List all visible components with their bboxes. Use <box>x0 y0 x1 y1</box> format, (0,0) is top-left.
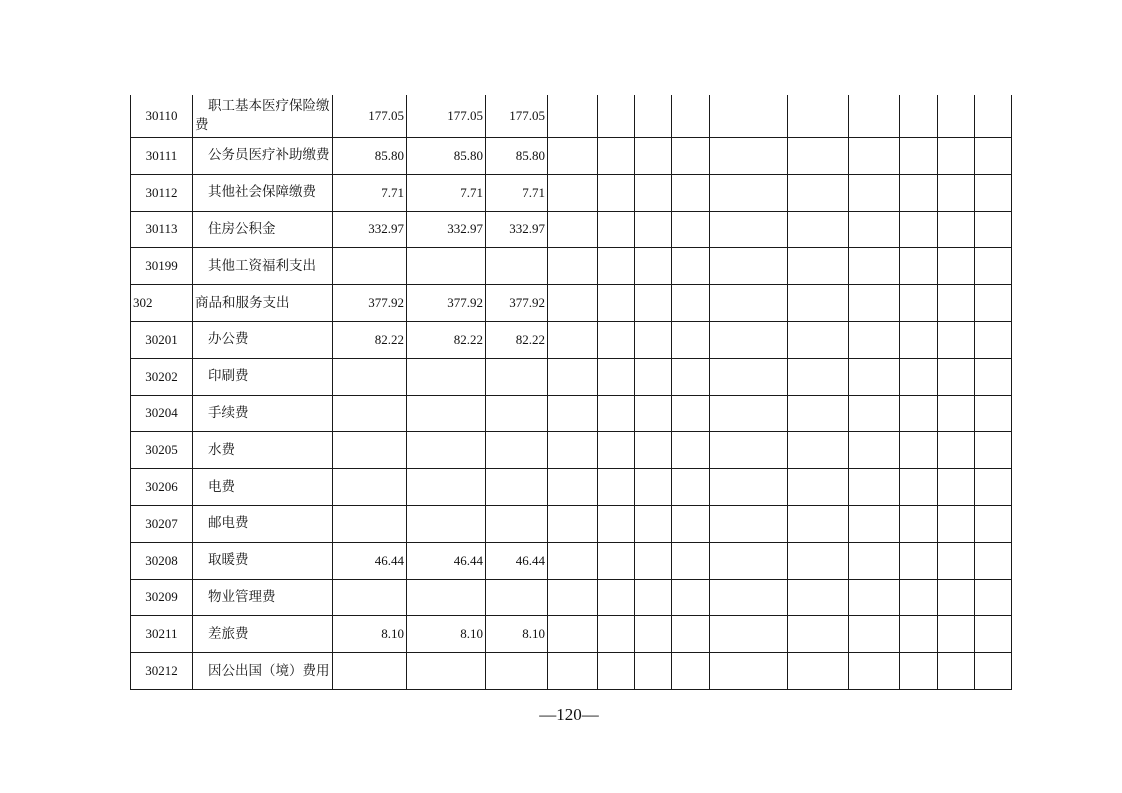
row-amount: 8.10 <box>333 616 407 653</box>
row-code: 30112 <box>131 174 193 211</box>
blank-cell <box>710 395 788 432</box>
blank-cell <box>598 248 635 285</box>
row-name: 办公费 <box>193 321 333 358</box>
blank-cell <box>672 358 710 395</box>
row-amount <box>407 653 486 690</box>
row-amount: 332.97 <box>486 211 548 248</box>
row-amount: 46.44 <box>486 542 548 579</box>
blank-cell <box>788 542 849 579</box>
blank-cell <box>788 432 849 469</box>
row-amount <box>486 395 548 432</box>
table-row <box>131 616 1012 653</box>
blank-cell <box>548 542 598 579</box>
row-amount <box>486 469 548 506</box>
row-amount <box>333 432 407 469</box>
blank-cell <box>710 95 788 138</box>
row-amount <box>333 358 407 395</box>
blank-cell <box>598 653 635 690</box>
blank-cell <box>900 95 938 138</box>
row-code: 30207 <box>131 505 193 542</box>
table-row <box>131 358 1012 395</box>
blank-cell <box>938 579 975 616</box>
table-row <box>131 95 1012 138</box>
blank-cell <box>938 616 975 653</box>
blank-cell <box>672 616 710 653</box>
blank-cell <box>635 432 672 469</box>
row-amount: 377.92 <box>333 285 407 322</box>
blank-cell <box>938 138 975 175</box>
blank-cell <box>598 211 635 248</box>
row-name: 物业管理费 <box>193 579 333 616</box>
blank-cell <box>900 174 938 211</box>
blank-cell <box>788 174 849 211</box>
blank-cell <box>635 174 672 211</box>
blank-cell <box>672 285 710 322</box>
blank-cell <box>849 285 900 322</box>
blank-cell <box>975 469 1012 506</box>
row-name: 水费 <box>193 432 333 469</box>
blank-cell <box>788 505 849 542</box>
row-code: 30202 <box>131 358 193 395</box>
row-amount <box>333 579 407 616</box>
row-name: 差旅费 <box>193 616 333 653</box>
blank-cell <box>548 358 598 395</box>
blank-cell <box>710 579 788 616</box>
blank-cell <box>900 542 938 579</box>
blank-cell <box>635 248 672 285</box>
blank-cell <box>788 248 849 285</box>
row-amount <box>333 469 407 506</box>
blank-cell <box>672 579 710 616</box>
row-code: 30211 <box>131 616 193 653</box>
row-amount <box>407 358 486 395</box>
blank-cell <box>598 138 635 175</box>
row-name: 公务员医疗补助缴费 <box>193 138 333 175</box>
table-row <box>131 469 1012 506</box>
blank-cell <box>975 358 1012 395</box>
row-amount: 377.92 <box>486 285 548 322</box>
blank-cell <box>710 358 788 395</box>
blank-cell <box>598 95 635 138</box>
blank-cell <box>710 505 788 542</box>
blank-cell <box>635 138 672 175</box>
blank-cell <box>938 432 975 469</box>
blank-cell <box>635 95 672 138</box>
blank-cell <box>710 321 788 358</box>
table-row <box>131 285 1012 322</box>
blank-cell <box>938 653 975 690</box>
blank-cell <box>900 432 938 469</box>
blank-cell <box>672 653 710 690</box>
blank-cell <box>975 616 1012 653</box>
row-code: 30111 <box>131 138 193 175</box>
blank-cell <box>788 95 849 138</box>
table-row <box>131 395 1012 432</box>
blank-cell <box>710 211 788 248</box>
row-amount <box>407 432 486 469</box>
blank-cell <box>849 211 900 248</box>
blank-cell <box>672 432 710 469</box>
blank-cell <box>975 95 1012 138</box>
blank-cell <box>548 616 598 653</box>
table-body <box>131 95 1012 689</box>
blank-cell <box>938 248 975 285</box>
row-code: 302 <box>131 285 193 322</box>
blank-cell <box>900 653 938 690</box>
row-amount <box>333 248 407 285</box>
row-code: 30113 <box>131 211 193 248</box>
blank-cell <box>548 95 598 138</box>
budget-table <box>130 95 1012 690</box>
row-amount: 7.71 <box>486 174 548 211</box>
row-name: 其他工资福利支出 <box>193 248 333 285</box>
blank-cell <box>788 395 849 432</box>
row-amount <box>486 358 548 395</box>
blank-cell <box>598 469 635 506</box>
blank-cell <box>672 211 710 248</box>
table-row <box>131 542 1012 579</box>
row-amount: 82.22 <box>486 321 548 358</box>
row-amount: 7.71 <box>407 174 486 211</box>
row-amount <box>407 505 486 542</box>
blank-cell <box>788 138 849 175</box>
row-amount <box>486 248 548 285</box>
blank-cell <box>548 653 598 690</box>
row-amount: 7.71 <box>333 174 407 211</box>
blank-cell <box>849 321 900 358</box>
blank-cell <box>849 542 900 579</box>
table-row <box>131 579 1012 616</box>
row-amount: 8.10 <box>486 616 548 653</box>
blank-cell <box>900 395 938 432</box>
blank-cell <box>548 138 598 175</box>
blank-cell <box>672 138 710 175</box>
blank-cell <box>598 285 635 322</box>
blank-cell <box>849 469 900 506</box>
blank-cell <box>672 95 710 138</box>
row-amount <box>486 432 548 469</box>
row-name: 电费 <box>193 469 333 506</box>
row-code: 30206 <box>131 469 193 506</box>
row-amount: 46.44 <box>407 542 486 579</box>
blank-cell <box>598 321 635 358</box>
blank-cell <box>975 505 1012 542</box>
blank-cell <box>788 211 849 248</box>
blank-cell <box>710 432 788 469</box>
blank-cell <box>975 542 1012 579</box>
blank-cell <box>788 653 849 690</box>
blank-cell <box>635 616 672 653</box>
row-amount <box>333 653 407 690</box>
row-amount: 82.22 <box>333 321 407 358</box>
blank-cell <box>849 248 900 285</box>
blank-cell <box>548 469 598 506</box>
blank-cell <box>975 321 1012 358</box>
row-name: 邮电费 <box>193 505 333 542</box>
row-name: 商品和服务支出 <box>193 285 333 322</box>
blank-cell <box>548 579 598 616</box>
blank-cell <box>672 321 710 358</box>
row-amount: 46.44 <box>333 542 407 579</box>
table-row <box>131 321 1012 358</box>
blank-cell <box>900 248 938 285</box>
blank-cell <box>788 616 849 653</box>
blank-cell <box>548 211 598 248</box>
row-code: 30208 <box>131 542 193 579</box>
row-name: 住房公积金 <box>193 211 333 248</box>
blank-cell <box>938 95 975 138</box>
blank-cell <box>598 579 635 616</box>
blank-cell <box>548 174 598 211</box>
blank-cell <box>938 395 975 432</box>
row-name: 因公出国（境）费用 <box>193 653 333 690</box>
blank-cell <box>548 395 598 432</box>
row-code: 30201 <box>131 321 193 358</box>
blank-cell <box>900 616 938 653</box>
row-code: 30199 <box>131 248 193 285</box>
blank-cell <box>598 505 635 542</box>
row-code: 30209 <box>131 579 193 616</box>
blank-cell <box>849 653 900 690</box>
blank-cell <box>975 248 1012 285</box>
blank-cell <box>672 469 710 506</box>
row-code: 30204 <box>131 395 193 432</box>
blank-cell <box>975 138 1012 175</box>
row-amount <box>486 579 548 616</box>
blank-cell <box>635 211 672 248</box>
row-name: 手续费 <box>193 395 333 432</box>
blank-cell <box>635 579 672 616</box>
blank-cell <box>710 616 788 653</box>
table-row <box>131 505 1012 542</box>
blank-cell <box>900 138 938 175</box>
blank-cell <box>849 95 900 138</box>
row-amount: 8.10 <box>407 616 486 653</box>
blank-cell <box>548 321 598 358</box>
row-name: 印刷费 <box>193 358 333 395</box>
blank-cell <box>849 505 900 542</box>
row-amount: 177.05 <box>486 95 548 138</box>
row-amount: 177.05 <box>407 95 486 138</box>
blank-cell <box>849 616 900 653</box>
blank-cell <box>975 211 1012 248</box>
row-name: 职工基本医疗保险缴费 <box>193 95 333 138</box>
blank-cell <box>938 211 975 248</box>
blank-cell <box>635 505 672 542</box>
blank-cell <box>938 542 975 579</box>
blank-cell <box>938 285 975 322</box>
blank-cell <box>975 395 1012 432</box>
blank-cell <box>548 248 598 285</box>
blank-cell <box>598 174 635 211</box>
blank-cell <box>672 542 710 579</box>
blank-cell <box>635 653 672 690</box>
table-row <box>131 138 1012 175</box>
blank-cell <box>900 579 938 616</box>
blank-cell <box>788 285 849 322</box>
blank-cell <box>938 505 975 542</box>
blank-cell <box>900 505 938 542</box>
blank-cell <box>635 285 672 322</box>
blank-cell <box>975 174 1012 211</box>
blank-cell <box>975 653 1012 690</box>
blank-cell <box>788 579 849 616</box>
blank-cell <box>598 395 635 432</box>
blank-cell <box>672 174 710 211</box>
row-amount: 85.80 <box>486 138 548 175</box>
blank-cell <box>635 469 672 506</box>
table-row <box>131 653 1012 690</box>
row-name: 其他社会保障缴费 <box>193 174 333 211</box>
row-amount: 85.80 <box>333 138 407 175</box>
blank-cell <box>849 138 900 175</box>
blank-cell <box>788 358 849 395</box>
blank-cell <box>710 469 788 506</box>
blank-cell <box>849 395 900 432</box>
row-amount <box>486 505 548 542</box>
blank-cell <box>938 469 975 506</box>
blank-cell <box>710 285 788 322</box>
row-amount <box>333 395 407 432</box>
row-amount <box>407 395 486 432</box>
blank-cell <box>548 285 598 322</box>
table-row <box>131 211 1012 248</box>
blank-cell <box>598 358 635 395</box>
row-amount: 177.05 <box>333 95 407 138</box>
blank-cell <box>710 653 788 690</box>
row-amount: 85.80 <box>407 138 486 175</box>
row-amount: 377.92 <box>407 285 486 322</box>
row-code: 30212 <box>131 653 193 690</box>
blank-cell <box>975 579 1012 616</box>
blank-cell <box>975 285 1012 322</box>
blank-cell <box>849 358 900 395</box>
row-amount: 82.22 <box>407 321 486 358</box>
row-amount <box>407 248 486 285</box>
blank-cell <box>938 358 975 395</box>
row-amount <box>407 469 486 506</box>
row-amount: 332.97 <box>407 211 486 248</box>
blank-cell <box>548 432 598 469</box>
blank-cell <box>635 395 672 432</box>
blank-cell <box>849 432 900 469</box>
blank-cell <box>710 248 788 285</box>
table-row <box>131 432 1012 469</box>
blank-cell <box>900 469 938 506</box>
blank-cell <box>635 358 672 395</box>
blank-cell <box>938 321 975 358</box>
blank-cell <box>900 285 938 322</box>
blank-cell <box>710 542 788 579</box>
blank-cell <box>672 395 710 432</box>
blank-cell <box>548 505 598 542</box>
row-amount <box>486 653 548 690</box>
blank-cell <box>849 579 900 616</box>
blank-cell <box>788 469 849 506</box>
blank-cell <box>900 358 938 395</box>
blank-cell <box>635 321 672 358</box>
blank-cell <box>598 542 635 579</box>
row-amount: 332.97 <box>333 211 407 248</box>
row-code: 30110 <box>131 95 193 138</box>
row-code: 30205 <box>131 432 193 469</box>
blank-cell <box>975 432 1012 469</box>
blank-cell <box>710 138 788 175</box>
blank-cell <box>938 174 975 211</box>
blank-cell <box>710 174 788 211</box>
row-amount <box>333 505 407 542</box>
blank-cell <box>598 432 635 469</box>
row-name: 取暖费 <box>193 542 333 579</box>
page-number: —120— <box>539 705 599 724</box>
blank-cell <box>788 321 849 358</box>
blank-cell <box>849 174 900 211</box>
blank-cell <box>598 616 635 653</box>
row-amount <box>407 579 486 616</box>
blank-cell <box>672 248 710 285</box>
blank-cell <box>635 542 672 579</box>
blank-cell <box>672 505 710 542</box>
blank-cell <box>900 211 938 248</box>
blank-cell <box>900 321 938 358</box>
table-row <box>131 248 1012 285</box>
table-row <box>131 174 1012 211</box>
